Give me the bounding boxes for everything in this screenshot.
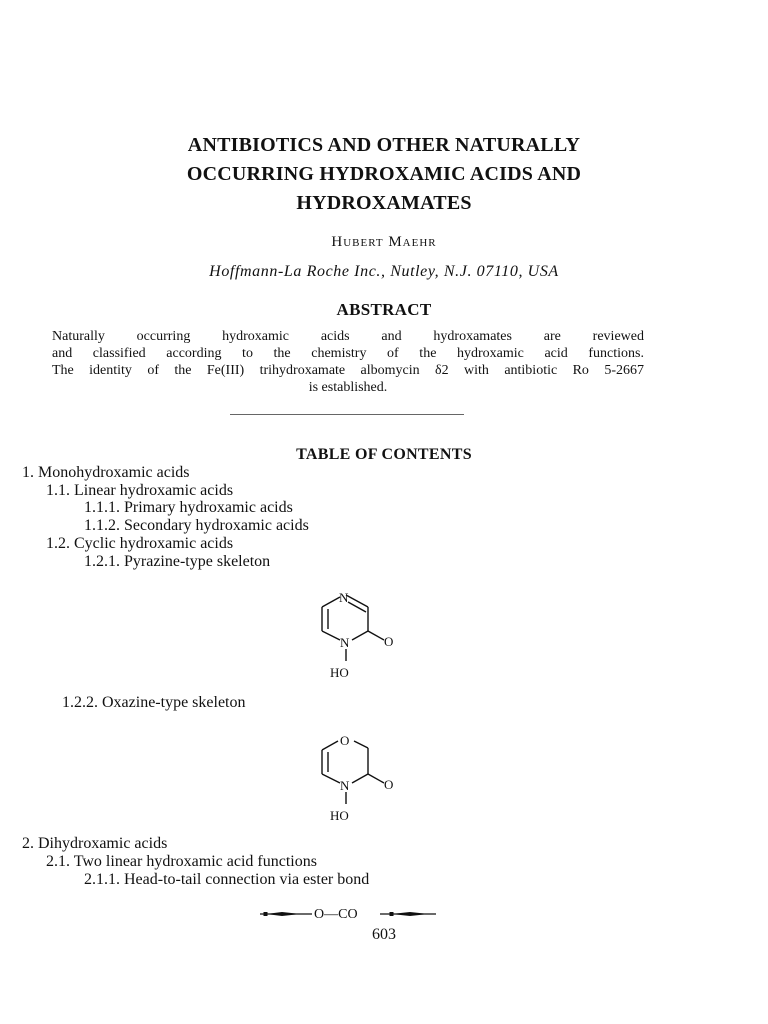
toc-entry-text: Two linear hydroxamic acid functions <box>73 853 317 870</box>
oxazine-atom-ho: HO <box>330 808 349 823</box>
toc-entry-text: Cyclic hydroxamic acids <box>74 535 234 552</box>
title-line-2: OCCURRING HYDROXAMIC ACIDS AND <box>186 163 582 185</box>
toc-entry <box>46 535 233 553</box>
pyrazine-atom-o: O <box>384 634 394 649</box>
oxazine-atom-o-ring: O <box>340 733 350 748</box>
author-name: Hubert Maehr <box>331 234 437 250</box>
toc-entry <box>46 853 317 871</box>
oxazine-atom-n-bottom: N <box>340 778 350 793</box>
toc-entry <box>46 482 233 500</box>
toc-entry <box>84 517 309 535</box>
toc-entry <box>22 464 190 482</box>
oxazine-atom-o: O <box>384 777 394 792</box>
pyrazine-atom-n-bottom: N <box>340 635 350 650</box>
toc-entry-text: Linear hydroxamic acids <box>74 482 234 499</box>
pyrazine-atom-ho: HO <box>330 665 349 680</box>
toc-entry-text: Primary hydroxamic acids <box>124 499 293 516</box>
toc-entry-number: 1.2.2. <box>62 694 98 711</box>
toc-entry-text: Dihydroxamic acids <box>38 835 168 852</box>
toc-entry-number: 2. <box>22 835 34 852</box>
toc-entry-text: Pyrazine-type skeleton <box>124 553 271 570</box>
toc-entry-text: Monohydroxamic acids <box>38 464 190 481</box>
toc-entry <box>84 871 369 889</box>
toc-entry-number: 1.1.2. <box>84 517 120 534</box>
toc-entry-text: Secondary hydroxamic acids <box>124 517 309 534</box>
toc-entry-text: Head-to-tail connection via ester bond <box>124 871 370 888</box>
toc-entry-number: 2.1. <box>46 853 70 870</box>
abstract-line: Naturally occurring hydroxamic acids and hydroxamates are reviewed <box>52 329 644 344</box>
toc-entry-number: 2.1.1. <box>84 871 120 888</box>
title-line-3: HYDROXAMATES <box>296 192 472 214</box>
toc-heading: TABLE OF CONTENTS <box>296 446 472 463</box>
toc-entry-number: 1.2. <box>46 535 70 552</box>
toc-entry <box>84 499 293 517</box>
pyrazine-structure <box>300 585 410 685</box>
toc-entry-number: 1.1.1. <box>84 499 120 516</box>
toc-entry <box>84 553 270 571</box>
toc-entry-number: 1.2.1. <box>84 553 120 570</box>
abstract-line: and classified according to the chemistry of the hydroxamic acid functions. <box>52 346 644 361</box>
toc-entry <box>22 835 167 853</box>
toc-entry <box>62 694 246 712</box>
page-number: 603 <box>372 926 396 943</box>
toc-entry-number: 1. <box>22 464 34 481</box>
section-divider <box>230 414 464 415</box>
abstract-line: is established. <box>308 380 388 395</box>
abstract-body <box>52 328 644 396</box>
toc-entry-text: Oxazine-type skeleton <box>102 694 246 711</box>
abstract-heading: ABSTRACT <box>336 300 432 319</box>
title-line-1: ANTIBIOTICS AND OTHER NATURALLY <box>187 134 581 156</box>
abstract-line: The identity of the Fe(III) trihydroxamate albomycin δ2 with antibiotic Ro 5-2667 <box>52 363 644 378</box>
pyrazine-atom-n-top: N <box>339 590 349 605</box>
ester-link-formula <box>250 902 450 926</box>
ester-link-text: O—CO <box>314 907 358 922</box>
affiliation: Hoffmann-La Roche Inc., Nutley, N.J. 07110, USA <box>209 263 559 280</box>
toc-entry-number: 1.1. <box>46 482 70 499</box>
oxazine-structure <box>300 728 410 828</box>
